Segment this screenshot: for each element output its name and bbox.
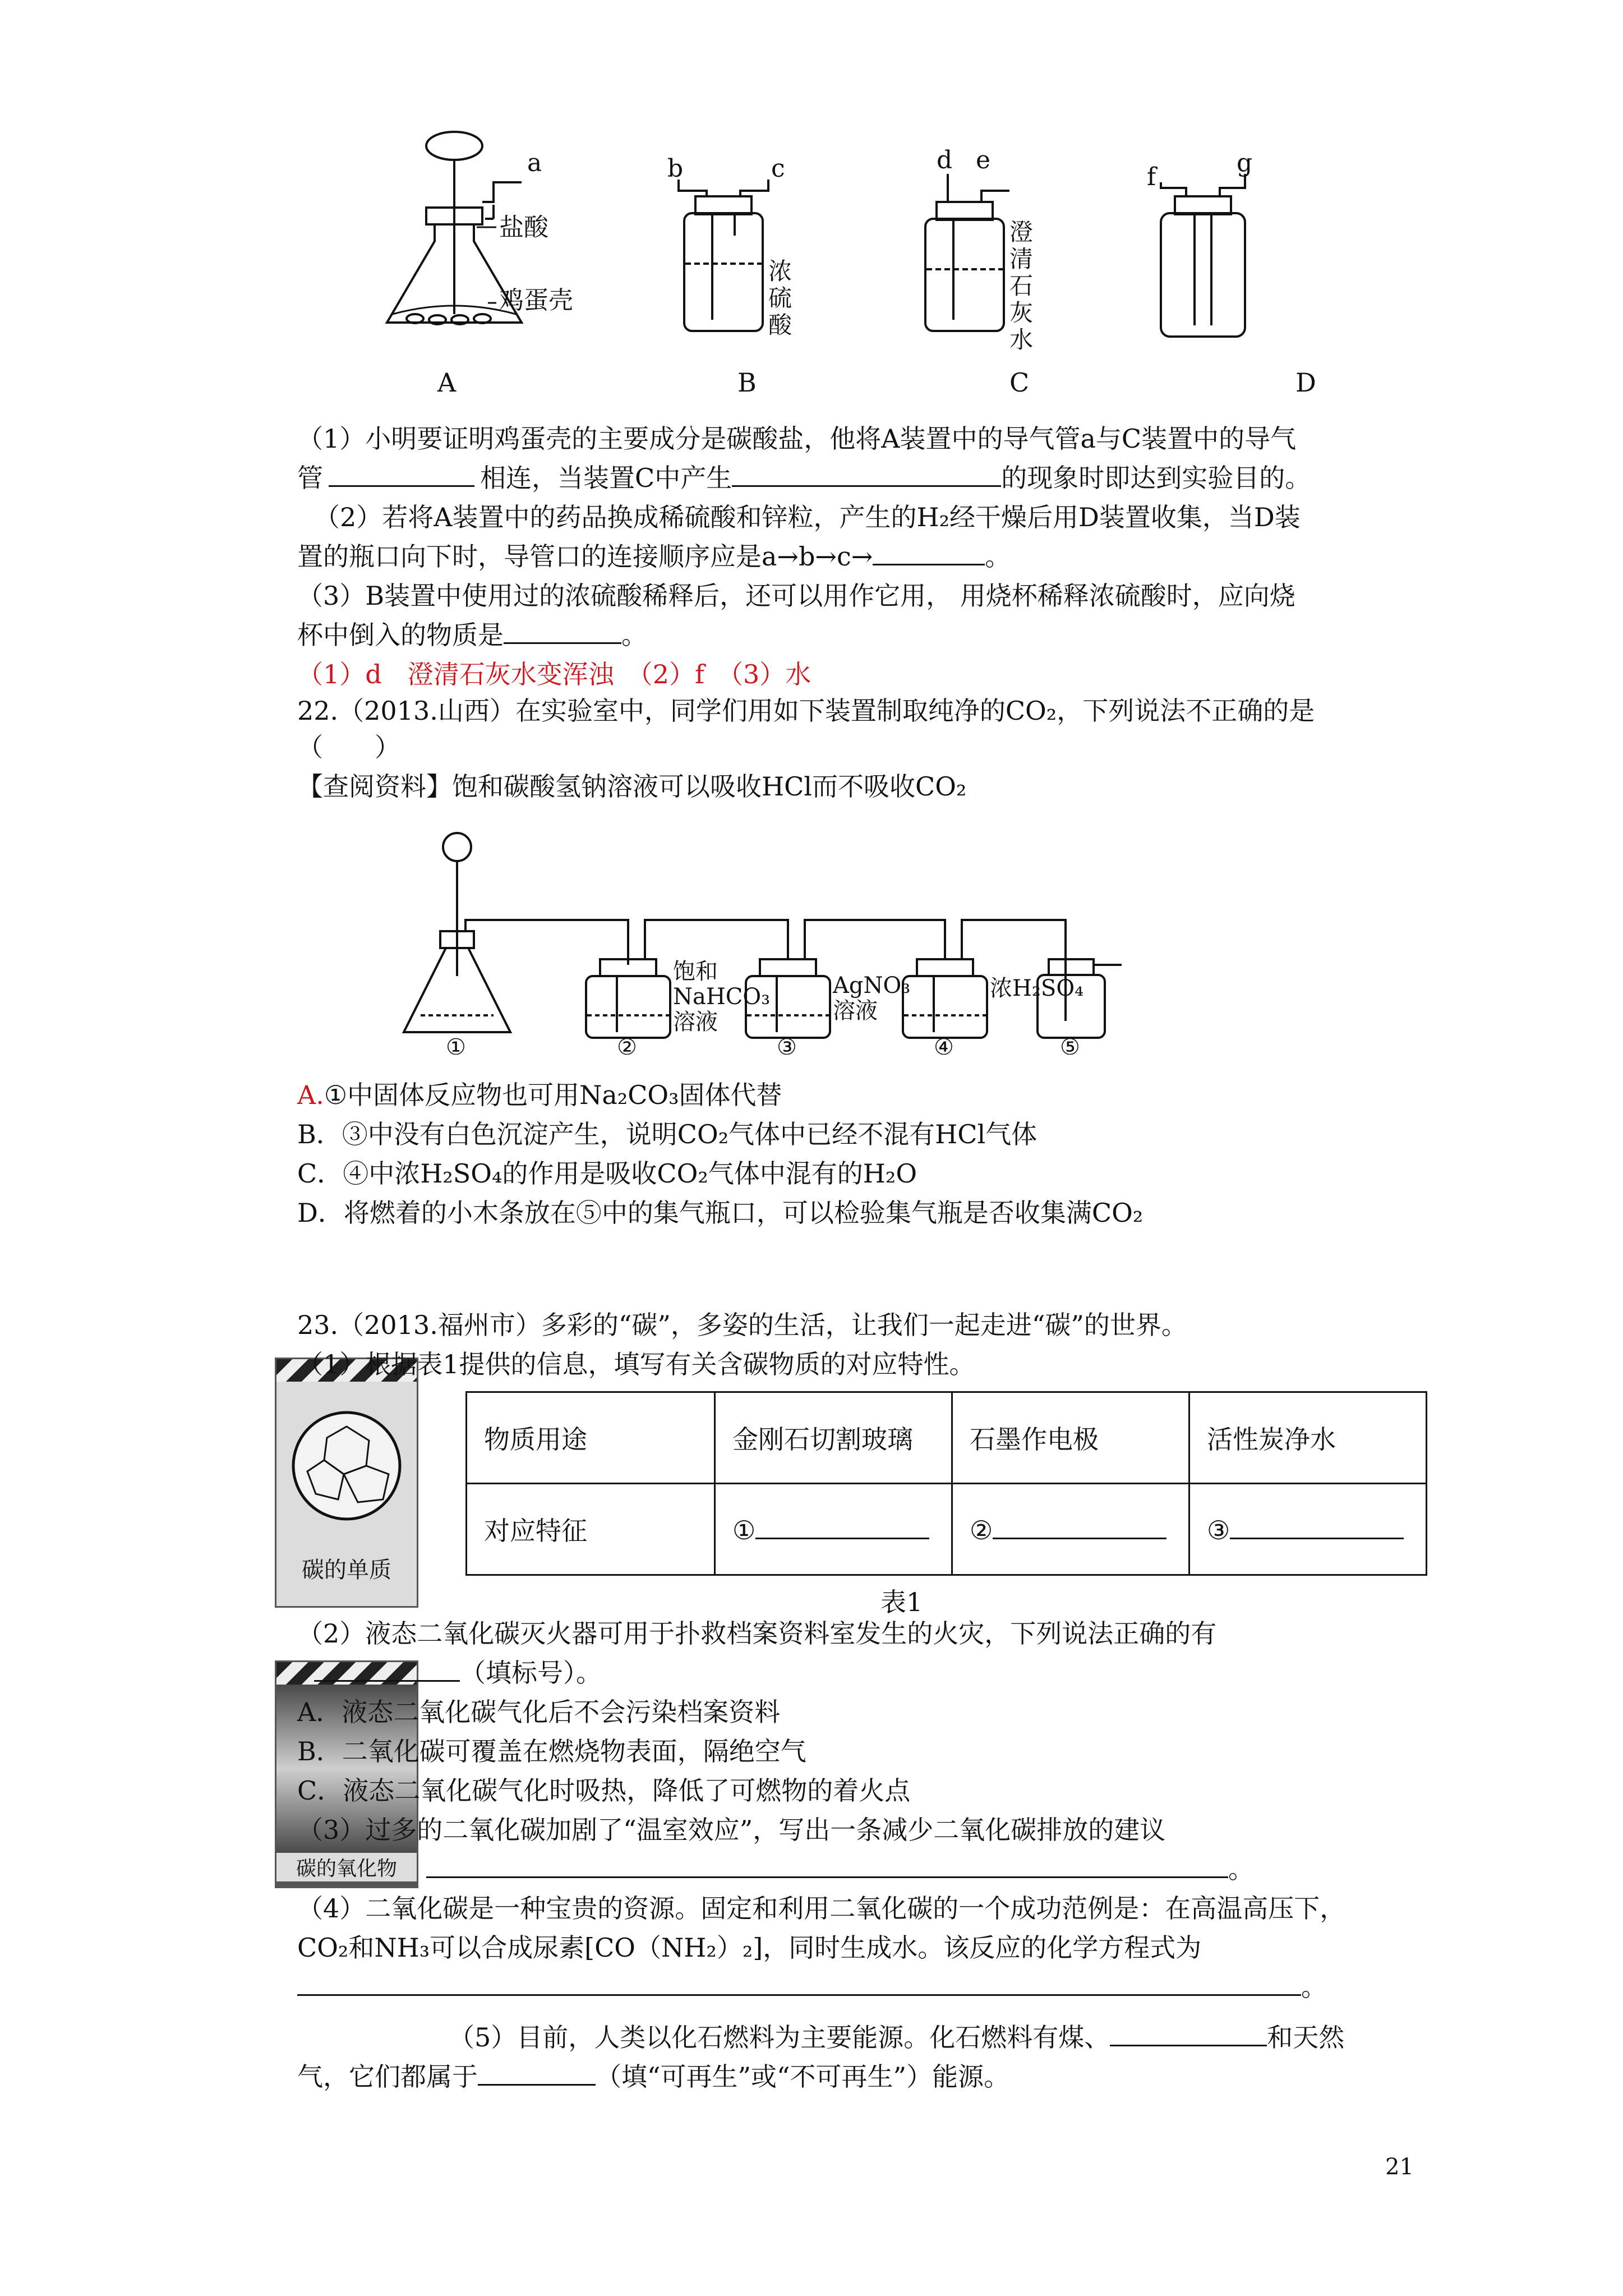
q21-p2b: 置的瓶口向下时，导管口的连接顺序应是a→b→c→ 。 [297, 539, 1011, 574]
carbon-element-picture [275, 1358, 418, 1608]
q23-opt-c: C．液态二氧化碳气化时吸热，降低了可燃物的着火点 [297, 1775, 911, 1806]
fig-l3a: AgNO₃ [833, 973, 911, 999]
q23-p5b: 气，它们都属于 （填“可再生”或“不可再生”）能源。 [297, 2059, 1009, 2095]
q22-stem: 22.（2013.山西）在实验室中，同学们用如下装置制取纯净的CO₂，下列说法不正确的是 [297, 696, 1315, 726]
hcl-label: 盐酸 [499, 213, 548, 242]
fig-l4: 浓H₂SO₄ [990, 976, 1084, 1001]
q21-p2a: （2）若将A装置中的药品换成稀硫酸和锌粒，产生的H₂经干燥后用D装置收集，当D装 [314, 502, 1301, 532]
label-a: A [437, 367, 457, 398]
fig-l3b: 溶液 [833, 998, 878, 1024]
b-liquid-label: 浓硫酸 [768, 257, 792, 339]
q23-p5a: （5）目前，人类以化石燃料为主要能源。化石燃料有煤、 和天然 [449, 2019, 1344, 2055]
tube-e: e [976, 146, 991, 174]
page-number: 21 [1385, 2154, 1414, 2180]
q23-p4b: CO₂和NH₃可以合成尿素[CO（NH₂）₂]，同时生成水。该反应的化学方程式为 [297, 1932, 1202, 1963]
q23-p3-blank: 。 [426, 1851, 1254, 1887]
q21-answer: （1）d 澄清石灰水变浑浊 （2）f （3）水 [297, 659, 811, 689]
pic1-label: 碳的单质 [302, 1557, 391, 1583]
label-b: B [737, 367, 757, 398]
fig-l2c: 溶液 [673, 1009, 718, 1035]
q21-p3b: 杯中倒入的物质是 。 [297, 617, 647, 653]
tube-b: b [667, 154, 684, 183]
table-caption: 表1 [880, 1587, 923, 1617]
tube-a: a [527, 149, 542, 177]
q21-p3a: （3）B装置中使用过的浓硫酸稀释后，还可以用作它用， 用烧杯稀释浓硫酸时，应向烧 [297, 581, 1295, 611]
tube-d: d [937, 146, 953, 174]
label-d: D [1295, 367, 1316, 398]
pic2-label: 碳的氧化物 [276, 1853, 417, 1881]
q23-opt-b: B．二氧化碳可覆盖在燃烧物表面，隔绝空气 [297, 1736, 806, 1766]
property-table [465, 1391, 1427, 1576]
tube-c: c [771, 154, 785, 183]
q21-p1b: 管 相连，当装置C中产生 的现象时即达到实验目的。 [297, 460, 1311, 496]
q22-opt-a: A.①中固体反应物也可用Na₂CO₃固体代替 [297, 1080, 782, 1110]
apparatus-figure [359, 129, 1424, 365]
fig-n3: ③ [777, 1034, 797, 1055]
shell-label: 鸡蛋壳 [499, 286, 573, 315]
c-liquid-label: 澄清石灰水 [1009, 218, 1034, 353]
q23-p1: （1）根据表1提供的信息，填写有关含碳物质的对应特性。 [297, 1349, 975, 1379]
q23-p4-blank: 。 [297, 1969, 1327, 2005]
fig-l2b: NaHCO₃ [673, 984, 771, 1010]
q23-opt-a: A．液态二氧化碳气化后不会污染档案资料 [297, 1697, 781, 1727]
q23-p2b: （填标号）。 [314, 1655, 602, 1691]
q22-info: 【查阅资料】饱和碳酸氢钠溶液可以吸收HCl而不吸收CO₂ [297, 771, 967, 802]
q23-p2a: （2）液态二氧化碳灭火器可用于扑救档案资料室发生的火灾，下列说法正确的有 [297, 1618, 1217, 1649]
table-row: 对应特征 ① ② ③ [467, 1484, 1427, 1575]
q23-p4a: （4）二氧化碳是一种宝贵的资源。固定和利用二氧化碳的一个成功范例是：在高温高压下， [297, 1893, 1346, 1924]
q22-paren: （ ） [297, 732, 400, 762]
fullerene-icon [276, 1382, 417, 1550]
fig-n4: ④ [934, 1034, 954, 1055]
q22-opt-d: D．将燃着的小木条放在⑤中的集气瓶口，可以检验集气瓶是否收集满CO₂ [297, 1198, 1144, 1228]
fig-n2: ② [617, 1034, 637, 1055]
fig-l2a: 饱和 [673, 959, 718, 984]
tube-g: g [1237, 149, 1253, 177]
co2-apparatus-figure [393, 830, 1166, 1055]
fig-n5: ⑤ [1060, 1034, 1080, 1055]
q21-p1a: （1）小明要证明鸡蛋壳的主要成分是碳酸盐，他将A装置中的导气管a与C装置中的导气 [297, 424, 1297, 454]
q22-opt-c: C．④中浓H₂SO₄的作用是吸收CO₂气体中混有的H₂O [297, 1158, 917, 1189]
table-row: 物质用途 金刚石切割玻璃 石墨作电极 活性炭净水 [467, 1392, 1427, 1484]
q23-p3: （3）过多的二氧化碳加剧了“温室效应”，写出一条减少二氧化碳排放的建议 [297, 1815, 1166, 1845]
label-c: C [1009, 367, 1030, 398]
q22-opt-b: B．③中没有白色沉淀产生，说明CO₂气体中已经不混有HCl气体 [297, 1119, 1038, 1149]
q23-stem: 23.（2013.福州市）多彩的“碳”，多姿的生活，让我们一起走进“碳”的世界。 [297, 1310, 1187, 1340]
tube-f: f [1147, 163, 1156, 191]
fig-n1: ① [446, 1034, 466, 1055]
